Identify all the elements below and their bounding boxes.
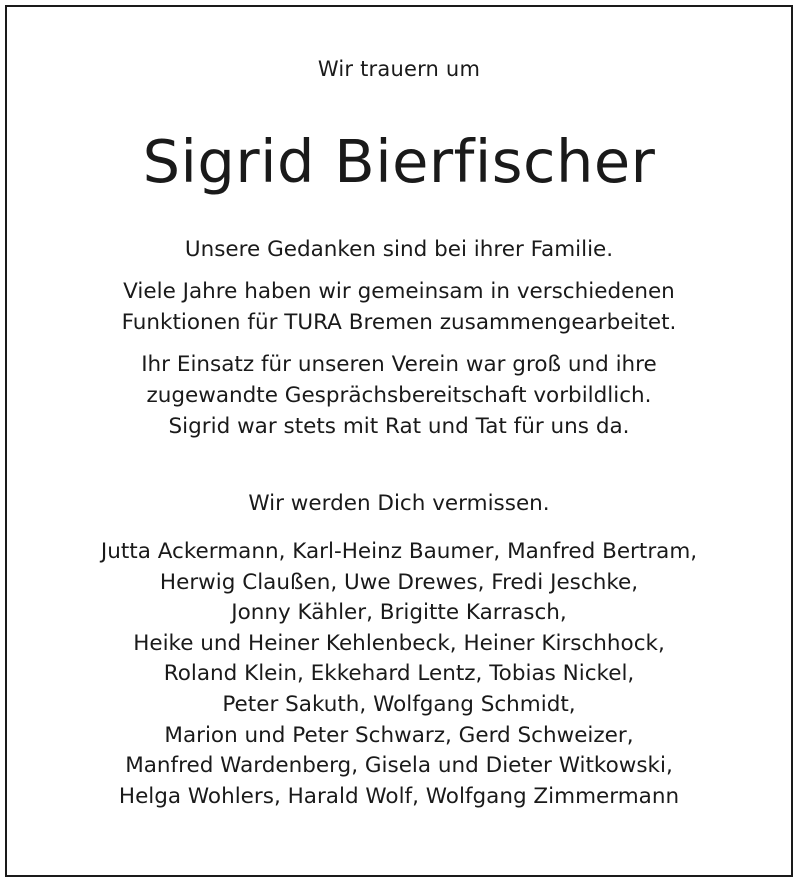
mourners-line: Heike und Heiner Kehlenbeck, Heiner Kirschhock, [133,630,665,656]
text-line: Unsere Gedanken sind bei ihrer Familie. [184,237,614,262]
text-line: Ihr Einsatz für unseren Verein war groß und ihre [141,352,657,377]
mourners-line: Marion und Peter Schwarz, Gerd Schweizer, [164,722,634,748]
mourners-line: Jonny Kähler, Brigitte Karrasch, [231,600,567,626]
mourners-line: Helga Wohlers, Harald Wolf, Wolfgang Zimmermann [118,783,680,809]
text-line: Funktionen für TURA Bremen zusammengearbeitet. [121,310,677,335]
mourners-list [7,537,791,812]
deceased-name: Sigrid Bierfischer [142,127,656,196]
paragraph-condolence [7,234,791,265]
mourners-line: Herwig Claußen, Uwe Drewes, Fredi Jeschke, [159,569,639,595]
text-line: Sigrid war stets mit Rat und Tat für uns da. [168,414,630,439]
text-line: zugewandte Gesprächsbereitschaft vorbildlich. [146,383,652,408]
paragraph-tribute [7,349,791,442]
mourners-line: Roland Klein, Ekkehard Lentz, Tobias Nickel, [163,661,635,687]
mourners-line: Peter Sakuth, Wolfgang Schmidt, [222,691,576,717]
text-line: Viele Jahre haben wir gemeinsam in verschiedenen [123,279,675,304]
intro-text: Wir trauern um [317,57,481,81]
mourners-line: Manfred Wardenberg, Gisela und Dieter Witkowski, [125,753,673,779]
farewell-text: Wir werden Dich vermissen. [248,491,550,516]
paragraph-collaboration [7,276,791,338]
mourners-line: Jutta Ackermann, Karl-Heinz Baumer, Manfred Bertram, [100,539,698,564]
